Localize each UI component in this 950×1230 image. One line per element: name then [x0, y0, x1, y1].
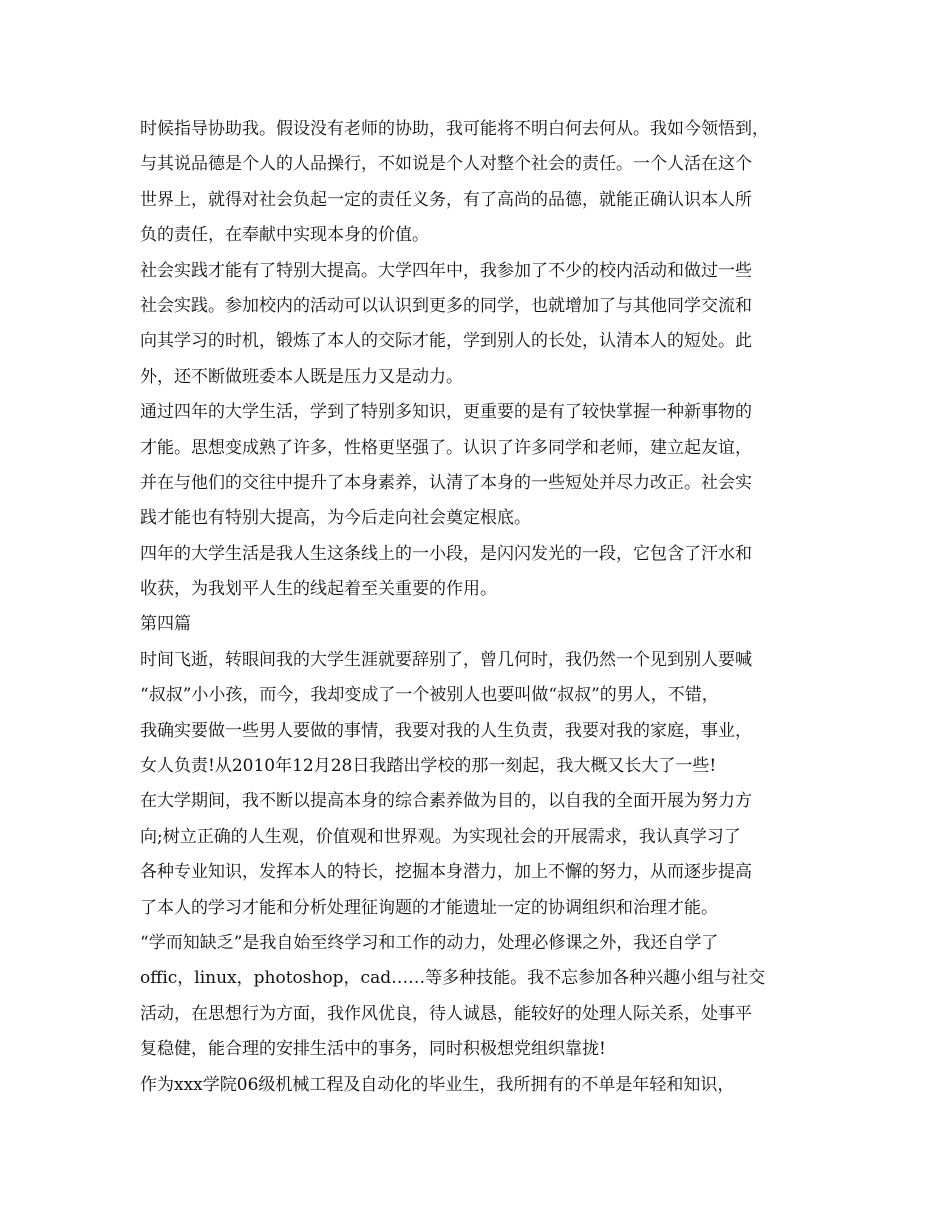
text-line: 女人负责!从2010年12月28日我踏出学校的那一刻起，我大概又长大了一些! [140, 756, 717, 777]
text-line: 社会实践才能有了特别大提高。大学四年中，我参加了不少的校内活动和做过一些 [140, 260, 752, 281]
text-line: 通过四年的大学生活，学到了特别多知识，更重要的是有了较快掌握一种新事物的 [140, 402, 752, 423]
text-line: “叔叔”小小孩，而今，我却变成了一个被别人也要叫做“叔叔”的男人，不错， [140, 685, 719, 706]
text-line: 作为xxx学院06级机械工程及自动化的毕业生，我所拥有的不单是年轻和知识， [140, 1074, 735, 1095]
text-line: 世界上，就得对社会负起一定的责任义务，有了高尚的品德，就能正确认识本人所 [140, 189, 752, 210]
text-line: 各种专业知识，发挥本人的特长，挖掘本身潜力，加上不懈的努力，从而逐步提高 [140, 862, 752, 883]
text-line: 四年的大学生活是我人生这条线上的一小段，是闪闪发光的一段，它包含了汗水和 [140, 543, 752, 564]
text-line: 才能。思想变成熟了许多，性格更坚强了。认识了许多同学和老师，建立起友谊， [140, 437, 752, 458]
text-line: 了本人的学习才能和分析处理征询题的才能遗址一定的协调组织和治理才能。 [140, 897, 718, 918]
text-line: 时候指导协助我。假设没有老师的协助，我可能将不明白何去何从。我如今领悟到， [140, 119, 769, 139]
text-line: 向;树立正确的人生观，价值观和世界观。为实现社会的开展需求，我认真学习了 [140, 826, 741, 847]
text-line: 在大学期间，我不断以提高本身的综合素养做为目的，以自我的全面开展为努力方 [140, 791, 752, 812]
text-line: “学而知缺乏”是我自始至终学习和工作的动力，处理必修课之外，我还自学了 [140, 932, 719, 953]
text-line: offic，linux，photoshop，cad……等多种技能。我不忘参加各种兴趣小组与社交 [140, 968, 766, 989]
section-heading: 第四篇 [140, 614, 191, 635]
text-line: 社会实践。参加校内的活动可以认识到更多的同学，也就增加了与其他同学交流和 [140, 295, 752, 316]
document-body [140, 112, 840, 1103]
text-line: 并在与他们的交往中提升了本身素养，认清了本身的一些短处并尽力改正。社会实 [140, 472, 752, 493]
text-line: 践才能也有特别大提高，为今后走向社会奠定根底。 [140, 508, 531, 529]
text-line: 与其说品德是个人的人品操行，不如说是个人对整个社会的责任。一个人活在这个 [140, 154, 752, 175]
text-line: 负的责任，在奉献中实现本身的价值。 [140, 225, 429, 246]
text-line: 向其学习的时机，锻炼了本人的交际才能，学到别人的长处，认清本人的短处。此 [140, 331, 752, 352]
text-line: 复稳健，能合理的安排生活中的事务，同时积极想党组织靠拢! [140, 1039, 606, 1060]
text-line: 活动，在思想行为方面，我作风优良，待人诚恳，能较好的处理人际关系，处事平 [140, 1003, 752, 1024]
text-line: 外，还不断做班委本人既是压力又是动力。 [140, 366, 463, 387]
text-line: 收获，为我划平人生的线起着至关重要的作用。 [140, 579, 497, 600]
text-line: 时间飞逝，转眼间我的大学生涯就要辞别了，曾几何时，我仍然一个见到别人要喊 [140, 649, 752, 670]
text-line: 我确实要做一些男人要做的事情，我要对我的人生负责，我要对我的家庭，事业， [140, 720, 752, 741]
